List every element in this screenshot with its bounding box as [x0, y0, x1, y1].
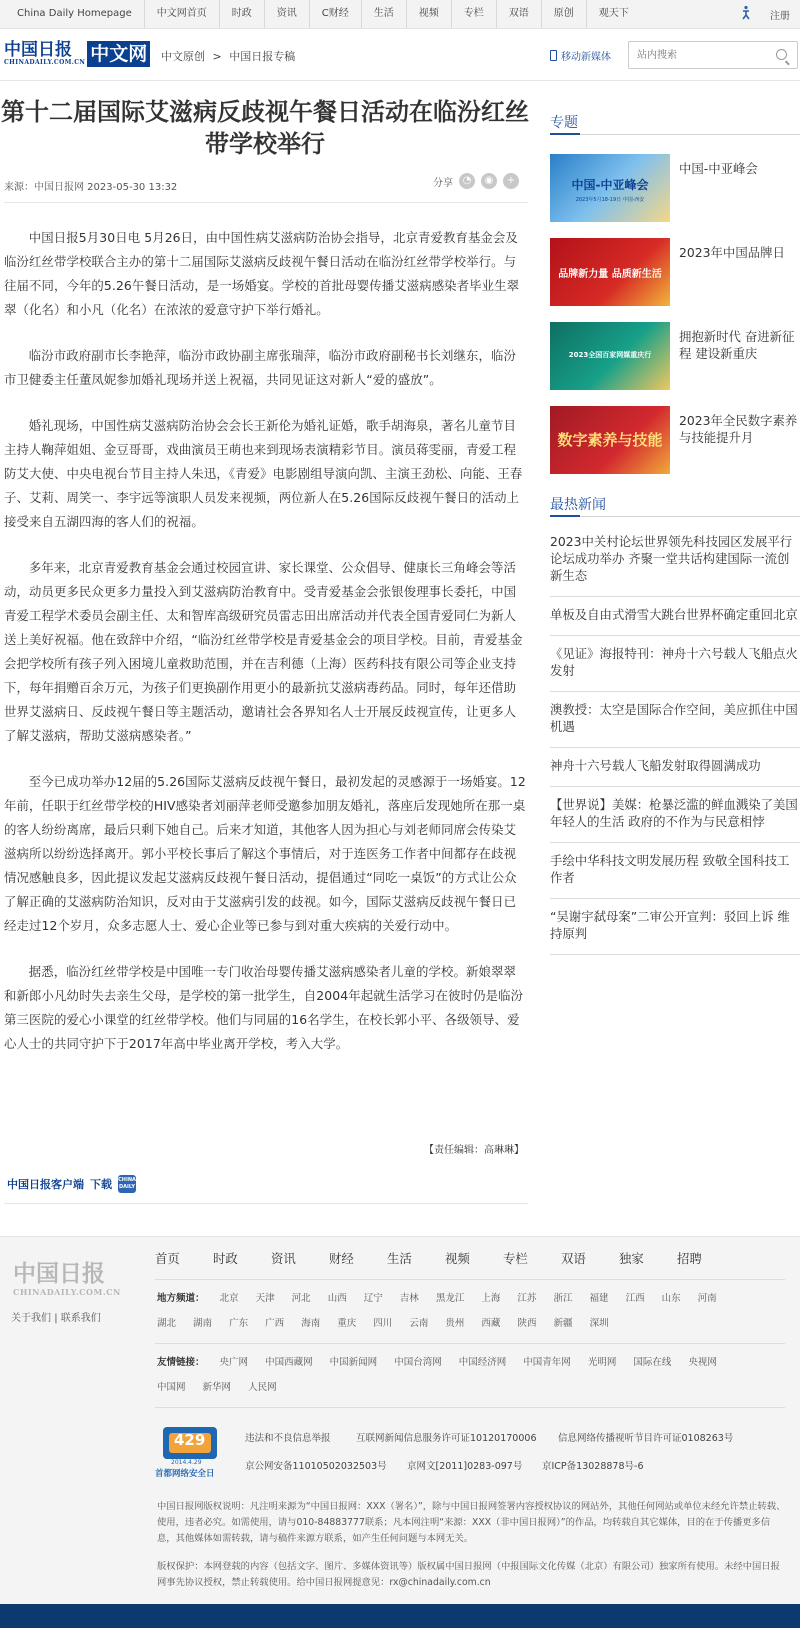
- local-channel-link[interactable]: 重庆: [337, 1318, 357, 1329]
- footer-nav-column[interactable]: 专栏: [503, 1251, 528, 1266]
- thumb-caption: 品牌新力量 品质新生活: [558, 269, 662, 280]
- editor-credit: 【责任编辑：高琳琳】: [424, 1145, 524, 1156]
- wechat-share-icon[interactable]: ◔: [459, 173, 475, 189]
- breadcrumb-special[interactable]: 中国日报专稿: [229, 50, 296, 63]
- local-channel-link[interactable]: 福建: [589, 1293, 609, 1304]
- topic-title[interactable]: 2023年全民数字素养与技能提升月: [679, 413, 798, 445]
- security-day-badge[interactable]: [155, 1425, 230, 1481]
- footer-nav-news[interactable]: 资讯: [271, 1251, 296, 1266]
- article-paragraph: 婚礼现场，中国性病艾滋病防治协会会长王新伦为婚礼证婚，歌手胡海泉，著名儿童节目主持人鞠萍姐姐、金豆哥哥，戏曲演员王萌也来到现场表演精彩节目。演员蒋雯丽，青爱工程防艾大使、中央电视台节目主持人朱迅，《青爱》电影剧组导演向凯、主演王劲松、向能、王春子、艾莉、周笑一、李宇远等演职人员发来视频，两位新人在5.26国际反歧视午餐日的活动上接受来自五湖四海的客人们的祝福。: [4, 418, 523, 529]
- footer-nav: [155, 1249, 735, 1267]
- friend-link[interactable]: 中国新闻网: [329, 1357, 378, 1368]
- top-bar: [0, 0, 800, 29]
- topics-heading: [550, 111, 800, 135]
- article-source: 来源：中国日报网 2023-05-30 13:32: [4, 182, 178, 193]
- license-item[interactable]: 京公网安备11010502032503号: [245, 1461, 387, 1472]
- local-channel-link[interactable]: 深圳: [589, 1318, 609, 1329]
- local-channel-link[interactable]: 江西: [625, 1293, 645, 1304]
- hot-news-list: [550, 524, 800, 955]
- friend-link[interactable]: 中国网: [157, 1382, 186, 1393]
- local-channel-link[interactable]: 广东: [229, 1318, 249, 1329]
- footer-nav-video[interactable]: 视频: [445, 1251, 470, 1266]
- thumb-caption: 数字素养与技能: [557, 431, 663, 449]
- site-logo[interactable]: [4, 41, 150, 67]
- article-paragraph: 临汾市政府副市长李艳萍，临汾市政协副主席张瑞萍，临汾市政府副秘书长刘继东，临汾市卫健委主任董凤妮参加婚礼现场并送上祝福，共同见证这对新人“爱的盛放”。: [4, 348, 516, 387]
- license-item[interactable]: 京网文[2011]0283-097号: [407, 1461, 523, 1472]
- logo-box: 中文网: [87, 41, 150, 67]
- about-link[interactable]: 关于我们: [11, 1313, 51, 1324]
- license-item[interactable]: 信息网络传播视听节目许可证0108263号: [558, 1433, 734, 1444]
- topic-thumbnail[interactable]: [550, 406, 670, 474]
- article-title: 第十二届国际艾滋病反歧视午餐日活动在临汾红丝带学校举行: [1, 99, 529, 158]
- article-paragraph: 中国日报5月30日电 5月26日，由中国性病艾滋病防治协会指导，北京青爱教育基金会及临汾红丝带学校联合主办的第十二届国际艾滋病反歧视午餐日活动在临汾红丝带学校举行。与往届不同，今年的5.26午餐日活动，是一场婚宴。学校的首批母婴传播艾滋病感染者毕业生翠翠（化名）和小凡（化名）在浓浓的爱意守护下举行婚礼。: [4, 230, 520, 317]
- footer-logo-text: 中国日报: [13, 1260, 105, 1287]
- footer-about-links: [11, 1309, 101, 1324]
- local-channel-link[interactable]: 贵州: [445, 1318, 465, 1329]
- topic-title[interactable]: 中国-中亚峰会: [679, 161, 758, 176]
- divider: [155, 1407, 785, 1408]
- topic-item[interactable]: [550, 322, 800, 390]
- top-right: [738, 0, 790, 28]
- logo-domain: CHINADAILY.COM.CN: [4, 59, 86, 66]
- local-channel-link[interactable]: 黑龙江: [435, 1293, 465, 1304]
- thumb-caption: 中国-中亚峰会: [571, 178, 649, 192]
- divider: [4, 202, 528, 203]
- app-download[interactable]: [7, 1175, 136, 1193]
- local-channel-link[interactable]: 河北: [291, 1293, 311, 1304]
- local-channel-link[interactable]: 天津: [255, 1293, 275, 1304]
- hot-news-item[interactable]: 2023中关村论坛世界领先科技园区发展平行论坛成功举办 齐聚一堂共话构建国际一流创新生态: [550, 524, 800, 597]
- hot-news-heading-label: 最热新闻: [550, 497, 606, 513]
- logo-text: 中国日报: [4, 40, 72, 60]
- footer-nav-exclusive[interactable]: 独家: [619, 1251, 644, 1266]
- hot-news-heading: [550, 493, 800, 517]
- hot-news-item[interactable]: 单板及自由式滑雪大跳台世界杯确定重回北京: [550, 597, 800, 636]
- copyright-protection: 版权保护：本网登载的内容（包括文字、图片、多媒体资讯等）版权属中国日报网（中报国际文化传媒（北京）有限公司）独家所有使用。未经中国日报网事先协议授权，禁止转载使用。给中国日报网提意见：rx@chinadaily.com.cn: [157, 1561, 780, 1588]
- local-channel-link[interactable]: 江苏: [517, 1293, 537, 1304]
- local-channel-link[interactable]: 河南: [697, 1293, 717, 1304]
- search-icon[interactable]: [776, 49, 787, 60]
- share-bar: [433, 173, 519, 189]
- local-channel-link[interactable]: 山东: [661, 1293, 681, 1304]
- friend-links-row: [157, 1375, 777, 1400]
- app-download-link[interactable]: 下载: [90, 1178, 112, 1191]
- article-paragraph: 多年来，北京青爱教育基金会通过校园宣讲、家长课堂、公众倡导、健康长三角峰会等活动，动员更多民众更多力量投入到艾滋病防治教育中。受青爱基金会张银俊理事长委托，中国青爱工程学术委员会副主任、太和智库高级研究员雷志田出席活动并代表全国青爱同仁为新人送上美好祝福。他在致辞中介绍，“临汾红丝带学校是青爱基金会的项目学校。目前，青爱基金会把学校所有孩子列入困境儿童救助范围，并在吉利德（上海）医药科技有限公司等企业支持下，每年捐赠百余万元，为孩子们更换副作用更小的最新抗艾滋病毒药品。同时，每年还借助世界艾滋病日、反歧视午餐日等主题活动，邀请社会各界知名人士开展反歧视宣传，让更多人了解艾滋病，帮助艾滋病感染者。”: [4, 560, 523, 743]
- mobile-media-link[interactable]: [550, 48, 611, 63]
- breadcrumb-separator: >: [212, 50, 222, 63]
- friend-link[interactable]: 中国青年网: [523, 1357, 571, 1368]
- site-footer: [0, 1236, 800, 1604]
- hot-news-item[interactable]: 神舟十六号载人飞船发射取得圆满成功: [550, 748, 800, 787]
- license-item[interactable]: 互联网新闻信息服务许可证10120170006: [356, 1433, 537, 1444]
- local-channel-link[interactable]: 四川: [373, 1318, 393, 1329]
- badge-text: 首都网络安全日: [155, 1469, 215, 1479]
- local-channels-row: [157, 1311, 777, 1336]
- local-channels-label: 地方频道：: [157, 1293, 205, 1304]
- footer-nav-bilingual[interactable]: 双语: [561, 1251, 586, 1266]
- app-label: 中国日报客户端: [7, 1178, 84, 1191]
- separator: |: [54, 1313, 61, 1324]
- friend-link[interactable]: 国际在线: [633, 1357, 672, 1368]
- topic-item[interactable]: [550, 154, 800, 222]
- friend-link[interactable]: 中国经济网: [458, 1357, 507, 1368]
- divider: [155, 1343, 785, 1344]
- copyright-notice: 中国日报网版权说明：凡注明来源为“中国日报网：XXX（署名）”，除与中国日报网签署内容授权协议的网站外，其他任何网站或单位未经允许禁止转载、使用，违者必究。如需使用，请与010-84883777联系；凡本网注明“来源：XXX（非中国日报网）”的作品，均转载自其它媒体，目的在于传播更多信息，其他媒体如需转载，请与稿件来源方联系，如产生任何问题与本网无关。: [157, 1501, 786, 1544]
- local-channel-link[interactable]: 新疆: [553, 1318, 573, 1329]
- topic-item[interactable]: [550, 406, 800, 474]
- phone-icon: [550, 50, 557, 61]
- local-channel-link[interactable]: 辽宁: [363, 1293, 383, 1304]
- divider: [4, 1203, 528, 1204]
- register-link[interactable]: 注册: [770, 10, 790, 22]
- top-nav: [5, 0, 641, 28]
- topnav-column[interactable]: 专栏: [452, 0, 497, 28]
- license-item[interactable]: 京ICP备13028878号-6: [542, 1461, 644, 1472]
- article-body: [4, 226, 526, 1078]
- local-channels-row: [157, 1286, 777, 1311]
- site-header: [0, 29, 800, 81]
- accessibility-icon[interactable]: [738, 5, 754, 24]
- topnav-life[interactable]: 生活: [362, 0, 407, 28]
- topic-title[interactable]: 拥抱新时代 奋进新征程 建设新重庆: [679, 329, 795, 361]
- badge-number: 429: [174, 1431, 206, 1449]
- divider: [155, 1279, 785, 1280]
- thumb-caption: 2023全国百家网媒重庆行: [568, 351, 652, 359]
- local-channel-link[interactable]: 吉林: [399, 1293, 419, 1304]
- friend-link[interactable]: 新华网: [202, 1382, 232, 1393]
- topic-thumbnail[interactable]: [550, 322, 670, 390]
- bottom-bar: [0, 1604, 800, 1628]
- local-channel-link[interactable]: 海南: [301, 1318, 321, 1329]
- topnav-finance[interactable]: C财经: [310, 0, 362, 28]
- hot-news-item[interactable]: 手绘中华科技文明发展历程 致敬全国科技工作者: [550, 843, 800, 899]
- local-channel-link[interactable]: 山西: [327, 1293, 347, 1304]
- thumb-subcaption: 2023年5月18-19日 中国·西安: [575, 197, 645, 203]
- friend-link[interactable]: 央视网: [688, 1357, 717, 1368]
- local-channel-link[interactable]: 湖南: [193, 1318, 213, 1329]
- topnav-chinese-home[interactable]: 中文网首页: [145, 0, 220, 28]
- friend-links-label: 友情链接：: [157, 1357, 205, 1368]
- topic-item[interactable]: [550, 238, 800, 306]
- topic-thumbnail[interactable]: [550, 154, 670, 222]
- hot-news-item[interactable]: “吴谢宇弑母案”二审公开宣判：驳回上诉 维持原判: [550, 899, 800, 955]
- share-label: 分享: [433, 177, 453, 189]
- topnav-video[interactable]: 视频: [407, 0, 452, 28]
- local-channel-link[interactable]: 上海: [481, 1293, 501, 1304]
- topnav-bilingual[interactable]: 双语: [497, 0, 542, 28]
- mobile-media-label: 移动新媒体: [561, 52, 611, 63]
- article-paragraph: 至今已成功举办12届的5.26国际艾滋病反歧视午餐日，最初发起的灵感源于一场婚宴。12年前，任职于红丝带学校的HIV感染者刘丽萍老师受邀参加朋友婚礼，落座后发现她所在那一桌的客人纷纷离席，最后只剩下她自己。后来才知道，其他客人因为担心与刘老师同席会传染艾滋病所以纷纷选择离开。郭小平校长事后了解这个事情后，对于连医务工作者中间都存在歧视情况感触良多，因此提议发起艾滋病反歧视午餐日活动，提倡通过“同吃一桌饭”的方式让公众了解正确的艾滋病防治知识，反对由于艾滋病引发的歧视。如今，国际艾滋病反歧视午餐日已经走过12个岁月，众多志愿人士、爱心企业等已参与到对重大疾病的关爱行动中。: [4, 774, 526, 933]
- article-paragraph: 据悉，临汾红丝带学校是中国唯一专门收治母婴传播艾滋病感染者儿童的学校。新娘翠翠和新郎小凡幼时失去亲生父母，是学校的第一批学生，自2004年起就生活学习在彼时仍是临汾第三医院的爱心小课堂的红丝带学校。他们与同届的16名学生，在校长郭小平、各级领导、爱心人士的共同守护下于2017年高中毕业离开学校，考入大学。: [4, 964, 524, 1051]
- hot-news-item[interactable]: 澳教授：太空是国际合作空间，美应抓住中国机遇: [550, 692, 800, 748]
- local-channel-link[interactable]: 广西: [265, 1318, 285, 1329]
- breadcrumb-original[interactable]: 中文原创: [161, 50, 205, 63]
- local-channel-link[interactable]: 浙江: [553, 1293, 573, 1304]
- search-box: [628, 41, 798, 69]
- hot-news-item[interactable]: 【世界说】美媒：枪暴泛滥的鲜血溅染了美国年轻人的生活 政府的不作为与民意相悖: [550, 787, 800, 843]
- weibo-share-icon[interactable]: ◉: [481, 173, 497, 189]
- footer-nav-politics[interactable]: 时政: [213, 1251, 238, 1266]
- local-channel-link[interactable]: 云南: [409, 1318, 429, 1329]
- local-channel-link[interactable]: 陕西: [517, 1318, 537, 1329]
- footer-logo[interactable]: [13, 1261, 121, 1297]
- topnav-original[interactable]: 原创: [542, 0, 587, 28]
- topics-heading-label: 专题: [550, 115, 578, 131]
- more-share-icon[interactable]: +: [503, 173, 519, 189]
- friend-links-row: [157, 1350, 777, 1375]
- topnav-politics[interactable]: 时政: [220, 0, 265, 28]
- local-channel-link[interactable]: 湖北: [157, 1318, 177, 1329]
- footer-nav-finance[interactable]: 财经: [329, 1251, 354, 1266]
- footer-nav-life[interactable]: 生活: [387, 1251, 412, 1266]
- badge-date: 2014.4.29: [171, 1459, 202, 1466]
- topic-thumbnail[interactable]: [550, 238, 670, 306]
- hot-news-item[interactable]: 《见证》海报特刊：神舟十六号载人飞船点火发射: [550, 636, 800, 692]
- footer-nav-home[interactable]: 首页: [155, 1251, 180, 1266]
- friend-link[interactable]: 央广网: [219, 1357, 249, 1368]
- search-input[interactable]: [637, 47, 767, 63]
- footer-logo-domain: CHINADAILY.COM.CN: [13, 1287, 121, 1297]
- topnav-news[interactable]: 资讯: [265, 0, 310, 28]
- breadcrumb: [161, 48, 299, 64]
- topic-title[interactable]: 2023年中国品牌日: [679, 245, 785, 260]
- friend-link[interactable]: 中国台湾网: [394, 1357, 442, 1368]
- app-badge-icon: CHINA DAILY: [118, 1175, 136, 1193]
- license-item[interactable]: 违法和不良信息举报: [245, 1433, 331, 1444]
- friend-link[interactable]: 光明网: [587, 1357, 617, 1368]
- local-channel-link[interactable]: 西藏: [481, 1318, 501, 1329]
- local-channel-link[interactable]: 北京: [219, 1293, 239, 1304]
- friend-link[interactable]: 中国西藏网: [265, 1357, 313, 1368]
- footer-nav-jobs[interactable]: 招聘: [677, 1251, 702, 1266]
- friend-link[interactable]: 人民网: [248, 1382, 277, 1393]
- topnav-china-daily-homepage[interactable]: China Daily Homepage: [5, 0, 145, 28]
- contact-link[interactable]: 联系我们: [60, 1313, 101, 1324]
- topnav-world[interactable]: 观天下: [598, 8, 629, 19]
